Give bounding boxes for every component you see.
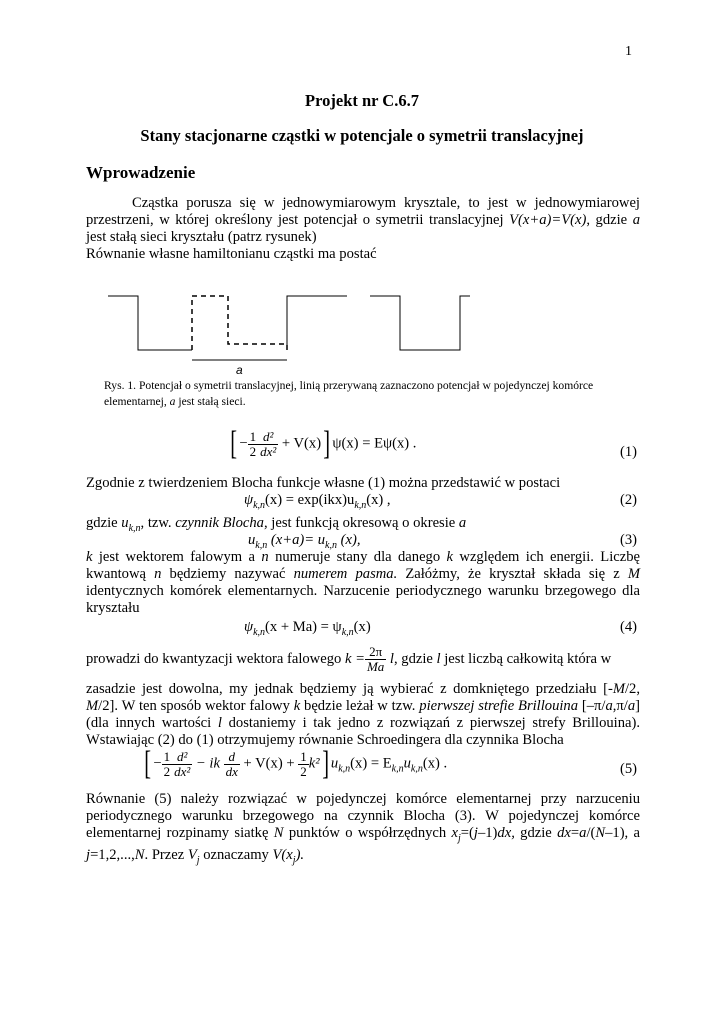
intro-line-2: Równanie własne hamiltonianu cząstki ma postać <box>86 246 377 262</box>
figure-caption: Rys. 1. Potencjał o symetrii translacyjnej, linią przerywaną zaznaczono potencjał w pojedynczej komórce elementarnej, a jest stałą sieci. <box>104 379 594 408</box>
intro-paragraph: Cząstka porusza się w jednowymiarowym krysztale, to jest w jednowymiarowej przestrzeni, w której określony jest potencjał o symetrii translacyjnej V(x+a)=V(x), gdzie a jest stałą sieci kryształu (patrz rysunek) <box>86 195 640 245</box>
potential-figure <box>100 290 470 380</box>
equation-2-number: (2) <box>620 492 638 508</box>
figure-label-a: a <box>236 363 243 377</box>
quantization-text: prowadzi do kwantyzacji wektora falowego k = $\frac{2\pi}{Ma}$ l, gdzie l jest liczbą całkowitą która w <box>86 644 612 674</box>
wave-vector-paragraph: k jest wektorem falowym a n numeruje stany dla danego k względem ich energii. Liczbę kwantową n będziemy nazywać numerem pasma. Załóżmy, że kryształ składa się z M identycznych komórek elementarnych. Narzucenie periodycznego warunku brzegowego dla kryształu <box>86 549 641 616</box>
page-number: 1 <box>625 44 632 59</box>
equation-1: [ − $\frac{1}{2}$ $\frac{\text{d²}}{\text{dx²}}$ + V(x)] ψ(x) = Eψ(x) . <box>230 425 417 462</box>
potential-solid-line <box>108 296 470 350</box>
equation-3: $u_{k,n}$ $(x+a)= u_{k,n}$ (x), <box>248 532 361 551</box>
brillouin-paragraph: zasadzie jest dowolna, my jednak będziemy ją wybierać z domkniętego przedziału [-M/2, M/2]. W ten sposób wektor falowy k będzie leżał w tzw. pierwszej strefie Brillouina [–π/a,π/a] (dla innych wartości l dostaniemy i tak jedno z rozwiązań z pierwszej strefy Brillouina). Wstawiając (2) do (1) otrzymujemy równanie Schroedingera dla czynnika Blocha <box>86 681 640 748</box>
equation-2: $\psi_{k,n}(x) = \exp(ikx)u_{k,n}(x)$ , <box>244 492 391 511</box>
equation-5: [ − $\frac{1}{2}$ $\frac{\text{d²}}{\text{dx²}}$ − ik $\frac{d}{dx}$ + V(x) + $\frac{1}{2}$ k²] $u_{k,n}(x) = E_{k,n}u_{k,n}(x)$ . <box>144 745 448 782</box>
equation-4: $\psi_{k,n}(x + Ma) = \psi_{k,n}(x)$ <box>244 619 371 638</box>
unit-cell-dashed-line <box>192 296 287 350</box>
equation-5-number: (5) <box>620 761 638 777</box>
equation-4-number: (4) <box>620 619 638 635</box>
final-paragraph: Równanie (5) należy rozwiązać w pojedynczej komórce elementarnej przy narzuceniu periodycznego warunku brzegowego na czynnik Blocha (3). W pojedynczej komórce elementarnej rozpinamy siatkę N punktów o współrzędnych $x_j=(j-1)dx$, gdzie dx=a/(N–1), a j=1,2,...,N. Przez $V_j$ oznaczamy $V(x_j)$. <box>86 791 640 866</box>
equation-3-number: (3) <box>620 532 638 548</box>
document-title: Projekt nr C.6.7 <box>305 91 419 110</box>
bloch-text: Zgodnie z twierdzeniem Blocha funkcje własne (1) można przedstawić w postaci <box>86 475 561 491</box>
bloch-factor-text: gdzie $u_{k,n}$, tzw. czynnik Blocha, jest funkcją okresową o okresie a <box>86 515 467 534</box>
equation-1-number: (1) <box>620 444 638 460</box>
section-heading: Wprowadzenie <box>86 163 196 182</box>
document-subtitle: Stany stacjonarne cząstki w potencjale o symetrii translacyjnej <box>140 126 584 145</box>
